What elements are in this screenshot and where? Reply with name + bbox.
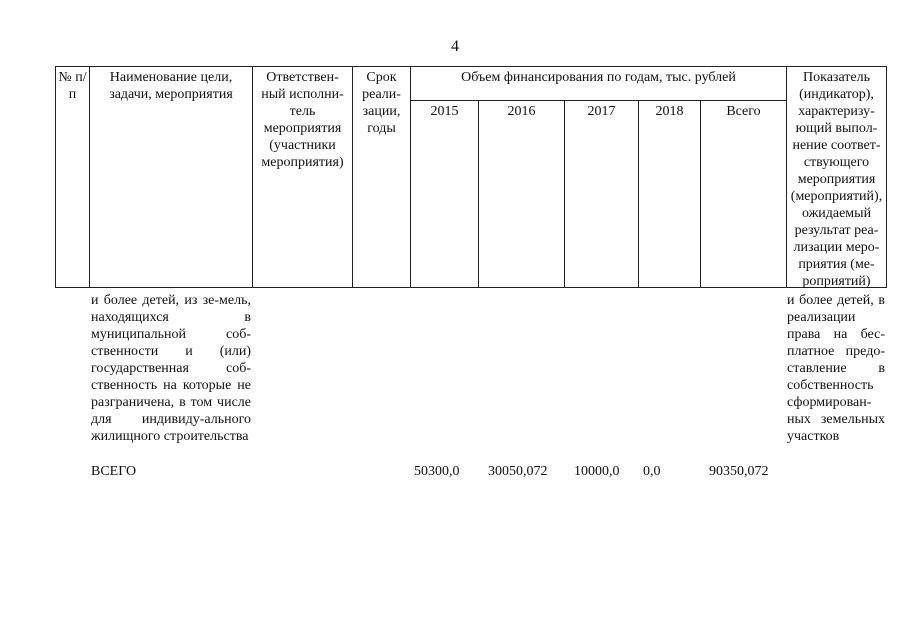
total-2018: 0,0	[643, 464, 661, 479]
total-label: ВСЕГО	[91, 464, 137, 479]
total-2016: 30050,072	[488, 464, 548, 479]
header-year-2015	[410, 100, 478, 288]
header-year-2017	[564, 100, 638, 288]
page-number: 4	[451, 38, 459, 55]
header-year-2018-label: 2018	[655, 104, 684, 119]
header-col-number-label: № п/п	[58, 70, 87, 102]
header-col-number	[55, 66, 89, 288]
header-year-total-label: Всего	[726, 104, 761, 119]
header-year-2016-label: 2016	[507, 104, 536, 119]
header-col-name	[89, 66, 252, 288]
header-col-funding-label: Объем финансирования по годам, тыс. рублей	[461, 70, 736, 85]
header-year-2016	[478, 100, 564, 288]
total-2015: 50300,0	[414, 464, 460, 479]
header-col-responsible-label: Ответствен-ный исполни-тель мероприятия (участники мероприятия)	[261, 70, 344, 170]
header-col-term	[352, 66, 410, 288]
header-col-name-label: Наименование цели, задачи, мероприятия	[109, 70, 233, 102]
total-all: 90350,072	[709, 464, 769, 479]
header-col-indicator	[786, 66, 887, 288]
header-year-total	[700, 100, 786, 288]
total-2017: 10000,0	[574, 464, 620, 479]
header-col-indicator-label: Показатель (индикатор), характеризу-ющий выпол-нение соответ-ствующего мероприятия (мероприятий), ожидаемый результат реа-лизации меро-приятия (ме-роприятий)	[790, 70, 883, 289]
header-col-funding	[410, 66, 786, 100]
header-year-2017-label: 2017	[587, 104, 616, 119]
row-name-text: и более детей, из зе-мель, находящихся в муниципальной соб-ственности и (или) государственная соб-ственность на которые не разграничена, в том числе для индивиду-ального жилищного строительства	[91, 293, 251, 444]
header-year-2015-label: 2015	[430, 104, 459, 119]
row-indicator-text: и более детей, в реализации права на бес-платное предо-ставление в собственность сформирован-ных земельных участков	[787, 293, 885, 444]
header-col-term-label: Срок реали-зации, годы	[362, 70, 401, 136]
header-year-2018	[638, 100, 700, 288]
header-col-responsible	[252, 66, 352, 288]
